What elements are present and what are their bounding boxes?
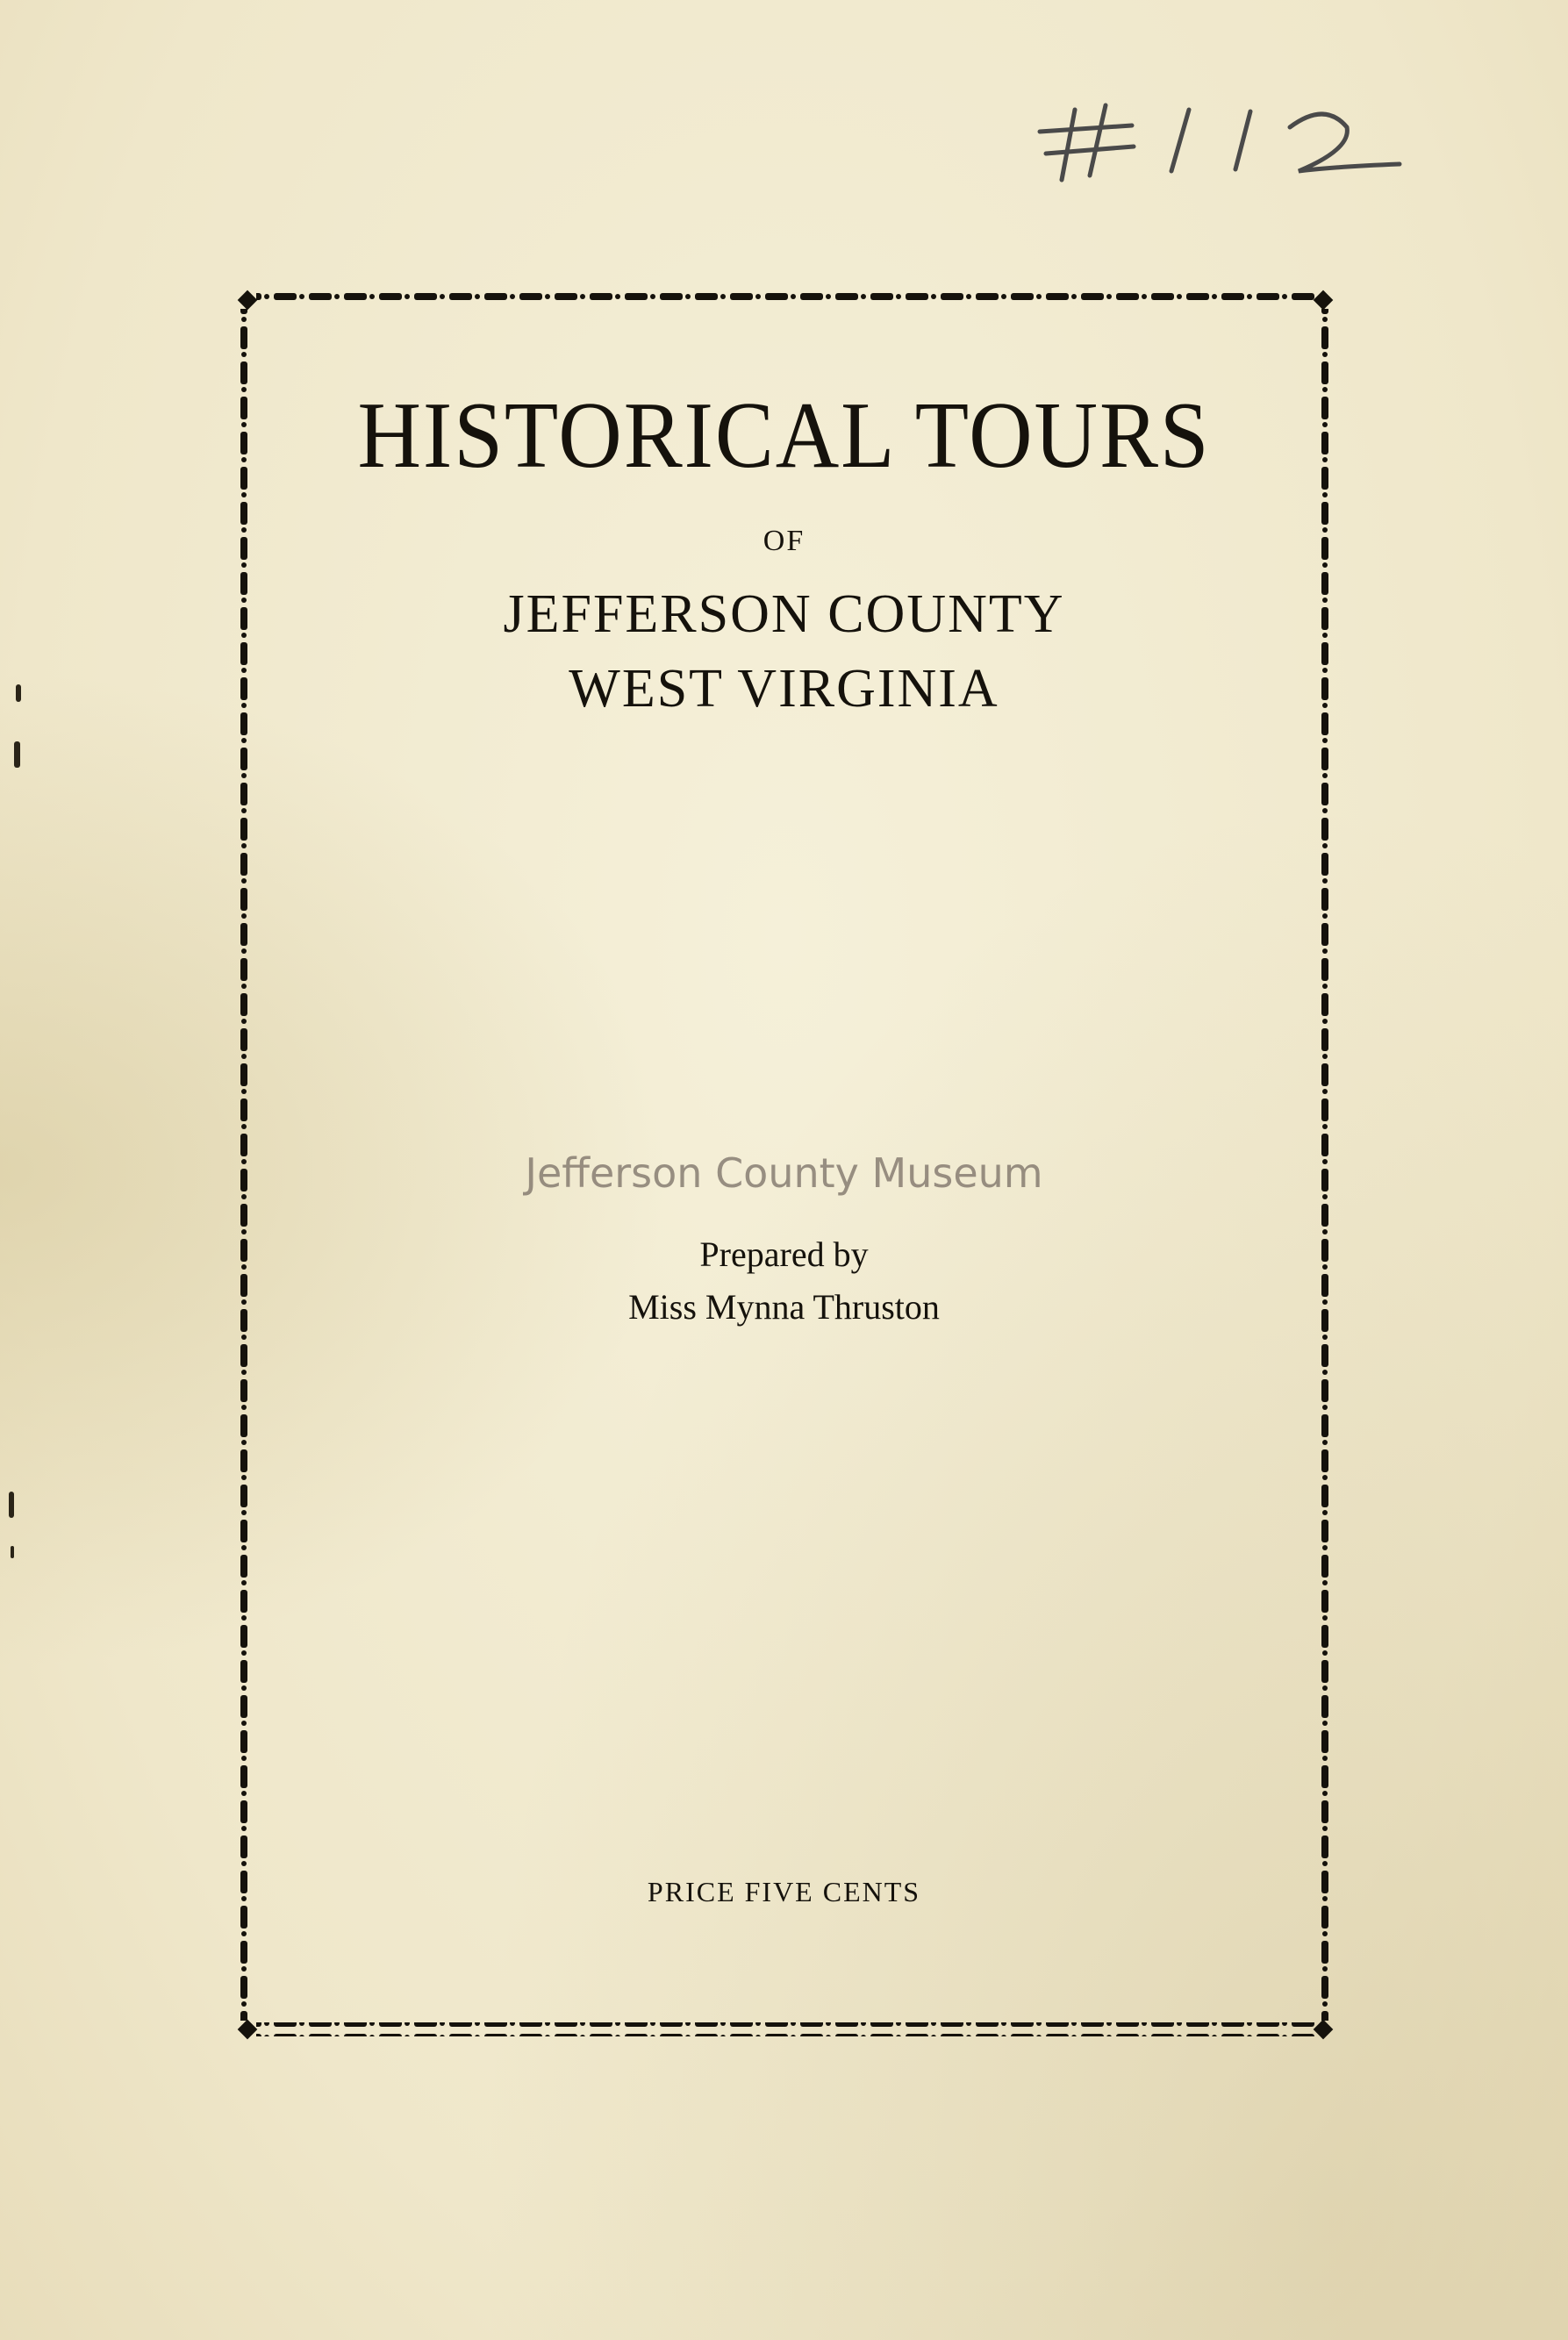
author-name: Miss Mynna Thruston: [628, 1287, 940, 1327]
museum-watermark: Jefferson County Museum: [525, 1149, 1043, 1197]
prepared-by-label: Prepared by: [699, 1234, 869, 1274]
cover-title: HISTORICAL TOURS: [357, 383, 1211, 488]
state-name: WEST VIRGINIA: [569, 659, 999, 719]
county-name: JEFFERSON COUNTY: [503, 584, 1065, 644]
price-label: PRICE FIVE CENTS: [647, 1876, 921, 1907]
binding-mark: [11, 1546, 14, 1558]
binding-mark: [9, 1492, 14, 1518]
binding-mark: [14, 741, 20, 768]
handwritten-annotation: [1035, 83, 1413, 206]
title-connector: OF: [763, 525, 805, 557]
